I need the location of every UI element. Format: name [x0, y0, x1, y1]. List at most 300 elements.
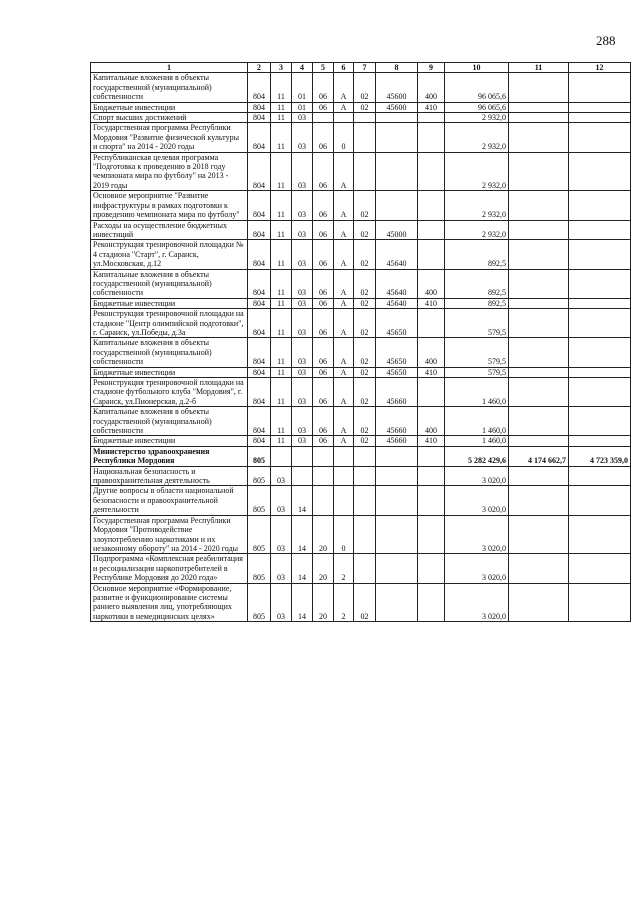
table-row: [91, 466, 631, 486]
cell-razdel: 11: [271, 220, 292, 240]
cell-program: 06: [313, 73, 334, 102]
cell-ved: 804: [248, 309, 271, 338]
row-name: Спорт высших достижений: [91, 113, 248, 123]
cell-event: [354, 123, 376, 152]
cell-amount-2: [509, 583, 569, 622]
cell-subprogram: А: [334, 102, 354, 112]
cell-razdel: 11: [271, 367, 292, 377]
cell-direction: 45650: [376, 367, 418, 377]
cell-podrazdel: 03: [292, 123, 313, 152]
cell-amount-3: [569, 73, 631, 102]
cell-amount-1: 2 932,0: [445, 123, 509, 152]
row-name: Реконструкция тренировочной площадки на стадионе "Центр олимпийской подготовки", г. Саранск, ул.Победы, д.3а: [91, 309, 248, 338]
column-header: 9: [418, 63, 445, 73]
cell-vid-rashoda: [418, 220, 445, 240]
cell-amount-1: 1 460,0: [445, 407, 509, 436]
table-row: [91, 220, 631, 240]
cell-podrazdel: 03: [292, 269, 313, 298]
cell-amount-2: [509, 554, 569, 583]
row-name: Расходы на осуществление бюджетных инвестиций: [91, 220, 248, 240]
cell-program: 06: [313, 338, 334, 367]
row-name: Национальная безопасность и правоохранительная деятельность: [91, 466, 248, 486]
cell-subprogram: А: [334, 407, 354, 436]
cell-amount-3: [569, 338, 631, 367]
cell-subprogram: 2: [334, 554, 354, 583]
cell-event: [354, 486, 376, 515]
cell-subprogram: А: [334, 152, 354, 191]
cell-razdel: 03: [271, 486, 292, 515]
cell-amount-1: 579,5: [445, 367, 509, 377]
cell-amount-2: [509, 466, 569, 486]
cell-ved: 804: [248, 338, 271, 367]
cell-direction: 45650: [376, 338, 418, 367]
column-header: 11: [509, 63, 569, 73]
cell-ved: 805: [248, 466, 271, 486]
cell-vid-rashoda: [418, 466, 445, 486]
cell-subprogram: [334, 446, 354, 466]
cell-subprogram: 0: [334, 123, 354, 152]
cell-amount-2: [509, 309, 569, 338]
cell-podrazdel: 03: [292, 240, 313, 269]
cell-direction: 45660: [376, 378, 418, 407]
cell-razdel: 11: [271, 102, 292, 112]
cell-program: 06: [313, 220, 334, 240]
cell-subprogram: А: [334, 240, 354, 269]
cell-amount-2: [509, 123, 569, 152]
cell-razdel: 11: [271, 240, 292, 269]
cell-amount-1: 1 460,0: [445, 436, 509, 446]
cell-podrazdel: [292, 446, 313, 466]
cell-amount-1: 892,5: [445, 240, 509, 269]
cell-subprogram: 0: [334, 515, 354, 554]
cell-vid-rashoda: [418, 240, 445, 269]
cell-amount-3: [569, 191, 631, 220]
cell-podrazdel: 01: [292, 102, 313, 112]
cell-amount-1: 3 020,0: [445, 583, 509, 622]
cell-vid-rashoda: [418, 191, 445, 220]
cell-podrazdel: [292, 466, 313, 486]
cell-event: 02: [354, 102, 376, 112]
cell-vid-rashoda: 400: [418, 269, 445, 298]
cell-podrazdel: 14: [292, 486, 313, 515]
cell-amount-1: 892,5: [445, 269, 509, 298]
cell-vid-rashoda: [418, 309, 445, 338]
column-header: 1: [91, 63, 248, 73]
cell-podrazdel: 03: [292, 367, 313, 377]
row-name: Основное мероприятие «Формирование, развитие и функционирование системы раннего выявления лиц, употребляющих наркотики в немедицинских целях»: [91, 583, 248, 622]
cell-podrazdel: 03: [292, 220, 313, 240]
cell-amount-3: [569, 240, 631, 269]
cell-vid-rashoda: 410: [418, 298, 445, 308]
cell-ved: 804: [248, 123, 271, 152]
cell-program: [313, 113, 334, 123]
table-row: [91, 240, 631, 269]
cell-event: 02: [354, 73, 376, 102]
cell-amount-1: 3 020,0: [445, 554, 509, 583]
cell-amount-2: [509, 338, 569, 367]
cell-subprogram: А: [334, 309, 354, 338]
cell-event: [354, 554, 376, 583]
cell-program: 06: [313, 367, 334, 377]
cell-ved: 804: [248, 113, 271, 123]
table-row: [91, 407, 631, 436]
cell-program: [313, 486, 334, 515]
cell-direction: [376, 466, 418, 486]
cell-direction: [376, 191, 418, 220]
cell-podrazdel: 03: [292, 407, 313, 436]
cell-vid-rashoda: 400: [418, 338, 445, 367]
cell-direction: [376, 113, 418, 123]
cell-event: [354, 446, 376, 466]
cell-direction: 45600: [376, 73, 418, 102]
table-row: [91, 378, 631, 407]
cell-amount-3: [569, 554, 631, 583]
cell-ved: 804: [248, 152, 271, 191]
row-name: Другие вопросы в области национальной безопасности и правоохранительной деятельности: [91, 486, 248, 515]
cell-subprogram: А: [334, 73, 354, 102]
cell-podrazdel: 03: [292, 191, 313, 220]
cell-vid-rashoda: 410: [418, 367, 445, 377]
cell-amount-2: [509, 113, 569, 123]
row-name: Бюджетные инвестиции: [91, 436, 248, 446]
cell-amount-3: [569, 123, 631, 152]
cell-amount-3: [569, 466, 631, 486]
table-row: [91, 269, 631, 298]
table-body: [91, 73, 631, 622]
cell-program: 20: [313, 554, 334, 583]
cell-event: 02: [354, 240, 376, 269]
header-row: [91, 63, 631, 73]
cell-program: 06: [313, 191, 334, 220]
cell-podrazdel: 03: [292, 378, 313, 407]
cell-amount-2: [509, 102, 569, 112]
cell-event: [354, 152, 376, 191]
cell-amount-3: [569, 309, 631, 338]
cell-subprogram: А: [334, 436, 354, 446]
cell-ved: 805: [248, 554, 271, 583]
cell-ved: 804: [248, 240, 271, 269]
cell-razdel: 11: [271, 309, 292, 338]
cell-razdel: 03: [271, 583, 292, 622]
cell-amount-3: 4 723 359,0: [569, 446, 631, 466]
column-header: 12: [569, 63, 631, 73]
cell-event: [354, 515, 376, 554]
cell-amount-2: [509, 407, 569, 436]
column-header: 2: [248, 63, 271, 73]
cell-amount-1: 3 020,0: [445, 486, 509, 515]
row-name: Основное мероприятие "Развитие инфраструктуры в рамках подготовки к проведению чемпионата мира по футболу": [91, 191, 248, 220]
cell-amount-1: 2 932,0: [445, 113, 509, 123]
cell-ved: 804: [248, 73, 271, 102]
cell-amount-3: [569, 486, 631, 515]
cell-vid-rashoda: 410: [418, 436, 445, 446]
cell-vid-rashoda: [418, 152, 445, 191]
cell-razdel: 11: [271, 298, 292, 308]
row-name: Реконструкция тренировочной площадки на стадионе футбольного клуба "Мордовия", г. Саранск, ул.Пионерская, д.2-б: [91, 378, 248, 407]
cell-vid-rashoda: 410: [418, 102, 445, 112]
page-number: 288: [596, 33, 616, 48]
cell-razdel: 03: [271, 554, 292, 583]
cell-amount-3: [569, 113, 631, 123]
cell-program: [313, 446, 334, 466]
cell-amount-3: [569, 407, 631, 436]
cell-vid-rashoda: 400: [418, 73, 445, 102]
cell-razdel: 11: [271, 73, 292, 102]
cell-event: 02: [354, 309, 376, 338]
table-row: [91, 554, 631, 583]
cell-amount-2: [509, 367, 569, 377]
cell-podrazdel: 01: [292, 73, 313, 102]
cell-amount-2: [509, 220, 569, 240]
cell-amount-2: [509, 73, 569, 102]
cell-direction: [376, 515, 418, 554]
cell-razdel: 11: [271, 338, 292, 367]
cell-amount-1: 3 020,0: [445, 515, 509, 554]
cell-event: 02: [354, 298, 376, 308]
cell-direction: 45650: [376, 309, 418, 338]
cell-program: 06: [313, 123, 334, 152]
cell-amount-1: 579,5: [445, 309, 509, 338]
cell-event: [354, 113, 376, 123]
cell-ved: 804: [248, 220, 271, 240]
cell-amount-3: [569, 515, 631, 554]
cell-amount-3: [569, 152, 631, 191]
cell-amount-3: [569, 298, 631, 308]
cell-amount-1: 2 932,0: [445, 152, 509, 191]
cell-direction: 45600: [376, 102, 418, 112]
cell-amount-2: [509, 486, 569, 515]
column-header: 8: [376, 63, 418, 73]
cell-program: 06: [313, 152, 334, 191]
cell-ved: 804: [248, 298, 271, 308]
row-name: Реконструкция тренировочной площадки № 4 стадиона "Старт", г. Саранск, ул.Московская, д.12: [91, 240, 248, 269]
cell-razdel: 03: [271, 515, 292, 554]
cell-razdel: 11: [271, 113, 292, 123]
cell-amount-1: 2 932,0: [445, 220, 509, 240]
cell-direction: 45660: [376, 407, 418, 436]
cell-amount-2: [509, 378, 569, 407]
cell-event: 02: [354, 436, 376, 446]
cell-razdel: 11: [271, 436, 292, 446]
cell-program: 06: [313, 436, 334, 446]
cell-event: 02: [354, 269, 376, 298]
cell-podrazdel: 03: [292, 298, 313, 308]
cell-amount-3: [569, 378, 631, 407]
cell-ved: 805: [248, 515, 271, 554]
cell-razdel: 03: [271, 466, 292, 486]
cell-program: 06: [313, 240, 334, 269]
row-name: Капитальные вложения в объекты государственной (муниципальной) собственности: [91, 269, 248, 298]
column-header: 3: [271, 63, 292, 73]
cell-amount-2: 4 174 662,7: [509, 446, 569, 466]
cell-amount-2: [509, 269, 569, 298]
cell-subprogram: А: [334, 220, 354, 240]
cell-program: 20: [313, 583, 334, 622]
cell-vid-rashoda: [418, 486, 445, 515]
cell-event: 02: [354, 583, 376, 622]
cell-amount-1: 2 932,0: [445, 191, 509, 220]
cell-program: 06: [313, 269, 334, 298]
cell-program: 06: [313, 102, 334, 112]
cell-vid-rashoda: [418, 583, 445, 622]
table-row: [91, 583, 631, 622]
budget-table: [90, 62, 631, 622]
cell-vid-rashoda: [418, 123, 445, 152]
cell-subprogram: А: [334, 191, 354, 220]
row-name: Капитальные вложения в объекты государственной (муниципальной) собственности: [91, 407, 248, 436]
cell-razdel: 11: [271, 269, 292, 298]
cell-event: 02: [354, 407, 376, 436]
cell-podrazdel: 14: [292, 583, 313, 622]
cell-direction: [376, 583, 418, 622]
cell-subprogram: [334, 466, 354, 486]
table-row: [91, 309, 631, 338]
cell-amount-2: [509, 515, 569, 554]
cell-amount-2: [509, 152, 569, 191]
cell-subprogram: 2: [334, 583, 354, 622]
cell-ved: 804: [248, 102, 271, 112]
cell-ved: 805: [248, 446, 271, 466]
column-header: 5: [313, 63, 334, 73]
column-header: 10: [445, 63, 509, 73]
cell-podrazdel: 14: [292, 554, 313, 583]
table-row: [91, 298, 631, 308]
cell-amount-3: [569, 102, 631, 112]
cell-program: 06: [313, 378, 334, 407]
table-row: [91, 123, 631, 152]
cell-ved: 805: [248, 486, 271, 515]
cell-subprogram: А: [334, 367, 354, 377]
row-name: Капитальные вложения в объекты государственной (муниципальной) собственности: [91, 338, 248, 367]
cell-podrazdel: 03: [292, 309, 313, 338]
row-name: Государственная программа Республики Мордовия "Развитие физической культуры и спорта" на 2014 - 2020 годы: [91, 123, 248, 152]
cell-amount-3: [569, 583, 631, 622]
cell-vid-rashoda: [418, 446, 445, 466]
cell-amount-3: [569, 220, 631, 240]
cell-event: 02: [354, 191, 376, 220]
table-row: [91, 113, 631, 123]
cell-event: 02: [354, 220, 376, 240]
cell-podrazdel: 14: [292, 515, 313, 554]
cell-direction: 45000: [376, 220, 418, 240]
table-row: [91, 367, 631, 377]
cell-razdel: 11: [271, 407, 292, 436]
table-row: [91, 102, 631, 112]
cell-subprogram: А: [334, 269, 354, 298]
cell-subprogram: [334, 486, 354, 515]
cell-subprogram: [334, 113, 354, 123]
cell-direction: 45660: [376, 436, 418, 446]
column-header: 6: [334, 63, 354, 73]
cell-event: 02: [354, 378, 376, 407]
cell-amount-1: 892,5: [445, 298, 509, 308]
column-header: 7: [354, 63, 376, 73]
cell-subprogram: А: [334, 378, 354, 407]
cell-subprogram: А: [334, 338, 354, 367]
cell-event: 02: [354, 367, 376, 377]
cell-amount-1: 96 065,6: [445, 102, 509, 112]
cell-amount-2: [509, 436, 569, 446]
cell-event: 02: [354, 338, 376, 367]
cell-program: [313, 466, 334, 486]
cell-podrazdel: 03: [292, 436, 313, 446]
cell-amount-1: 5 282 429,6: [445, 446, 509, 466]
row-name: Государственная программа Республики Мордовия "Противодействие злоупотреблению наркотиками и их незаконному обороту" на 2014 - 2020 годы: [91, 515, 248, 554]
cell-ved: 804: [248, 269, 271, 298]
cell-razdel: 11: [271, 123, 292, 152]
cell-podrazdel: 03: [292, 338, 313, 367]
table-row: [91, 73, 631, 102]
cell-razdel: 11: [271, 378, 292, 407]
cell-amount-3: [569, 269, 631, 298]
cell-razdel: [271, 446, 292, 466]
row-name: Республиканская целевая программа "Подготовка к проведению в 2018 году чемпионата мира по футболу" на 2013 - 2019 годы: [91, 152, 248, 191]
row-name: Подпрограмма «Комплексная реабилитация и ресоциализация наркопотребителей в Республике Мордовия до 2020 года»: [91, 554, 248, 583]
cell-direction: [376, 554, 418, 583]
cell-direction: [376, 446, 418, 466]
table-row: [91, 152, 631, 191]
row-name: Бюджетные инвестиции: [91, 298, 248, 308]
cell-direction: 45640: [376, 298, 418, 308]
table-row: [91, 436, 631, 446]
cell-podrazdel: 03: [292, 113, 313, 123]
cell-program: 06: [313, 309, 334, 338]
table-row: [91, 486, 631, 515]
cell-direction: [376, 152, 418, 191]
cell-ved: 804: [248, 407, 271, 436]
cell-razdel: 11: [271, 152, 292, 191]
cell-vid-rashoda: 400: [418, 407, 445, 436]
cell-ved: 805: [248, 583, 271, 622]
cell-ved: 804: [248, 191, 271, 220]
cell-amount-2: [509, 191, 569, 220]
cell-direction: 45640: [376, 269, 418, 298]
cell-amount-1: 3 020,0: [445, 466, 509, 486]
cell-event: [354, 466, 376, 486]
cell-amount-1: 1 460,0: [445, 378, 509, 407]
cell-amount-2: [509, 240, 569, 269]
cell-vid-rashoda: [418, 554, 445, 583]
cell-amount-2: [509, 298, 569, 308]
row-name: Капитальные вложения в объекты государственной (муниципальной) собственности: [91, 73, 248, 102]
cell-amount-3: [569, 367, 631, 377]
cell-amount-3: [569, 436, 631, 446]
cell-direction: [376, 123, 418, 152]
table-row: [91, 446, 631, 466]
cell-podrazdel: 03: [292, 152, 313, 191]
cell-vid-rashoda: [418, 515, 445, 554]
cell-ved: 804: [248, 436, 271, 446]
cell-program: 20: [313, 515, 334, 554]
cell-program: 06: [313, 298, 334, 308]
cell-razdel: 11: [271, 191, 292, 220]
table-row: [91, 191, 631, 220]
cell-direction: 45640: [376, 240, 418, 269]
cell-vid-rashoda: [418, 378, 445, 407]
column-header: 4: [292, 63, 313, 73]
cell-vid-rashoda: [418, 113, 445, 123]
table-row: [91, 338, 631, 367]
cell-direction: [376, 486, 418, 515]
cell-amount-1: 96 065,6: [445, 73, 509, 102]
cell-ved: 804: [248, 378, 271, 407]
row-name: Министерство здравоохранения Республики Мордовия: [91, 446, 248, 466]
cell-ved: 804: [248, 367, 271, 377]
row-name: Бюджетные инвестиции: [91, 367, 248, 377]
table-row: [91, 515, 631, 554]
cell-subprogram: А: [334, 298, 354, 308]
cell-amount-1: 579,5: [445, 338, 509, 367]
